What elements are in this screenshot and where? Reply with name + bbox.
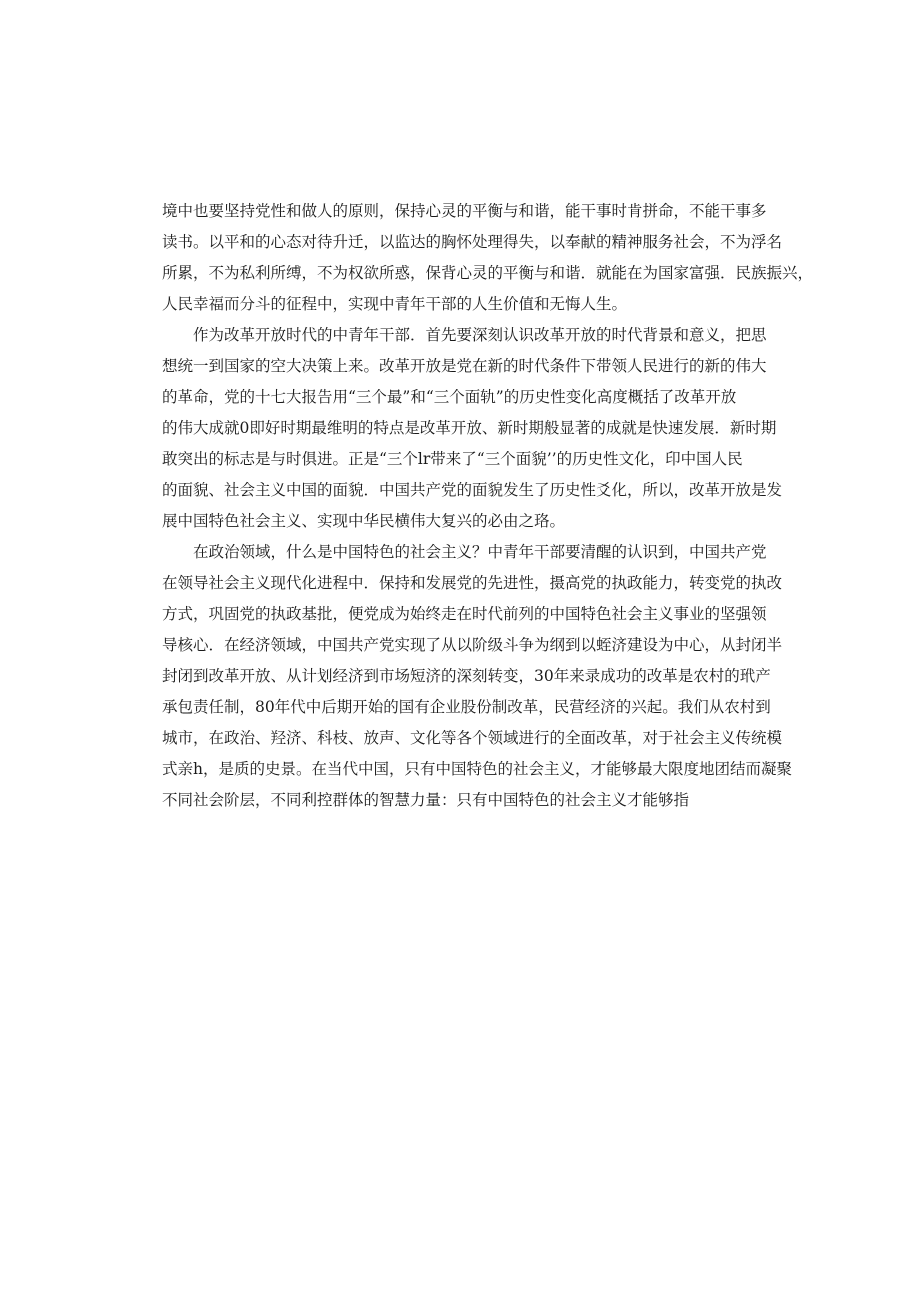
text-line: 封闭到改革开放、从计划经济到市场短济的深刻转变，30年来录成功的改革是农村的玳产: [162, 667, 771, 685]
text-line: 不同社会阶层，不同利控群体的智慧力量：只有中国特色的社会主义才能够指: [162, 791, 690, 809]
text-line: 在政治领域，什么是中国特色的社会主义？中青年干部要清醒的认识到，中国共产党: [193, 543, 767, 561]
text-line: 承包责任制，80年代中后期开始的国有企业股份制改革，民营经济的兴起。我们从农村到: [162, 698, 771, 716]
text-line: 的面貌、社会主义中国的面貌．中国共产党的面貌发生了历史性爻化，所以，改革开放是发: [162, 481, 783, 499]
paragraph-3: [162, 537, 792, 816]
text-line: 导核心．在经济领域，中国共产党实现了从以阶级斗争为纲到以蛭济建设为中心，从封闭半: [162, 636, 783, 654]
text-line: 敢突出的标志是与时俱进。正是“三个lr带来了“三个面貌’’的历史性文化，印中国人民: [162, 450, 743, 468]
text-line: 想统一到国家的空大决策上来。改革开放是党在新的时代条件下带领人民进行的新的伟大: [162, 357, 767, 375]
text-line: 在领导社会主义现代化进程中．保持和发展党的先进性，摄高党的执政能力，转变党的执改: [162, 574, 783, 592]
text-line: 式亲h，是质的史景。在当代中国，只有中国特色的社会主义，才能够最大限度地团结而凝聚: [162, 760, 792, 778]
text-line: 城市，在政治、羟济、科枝、放声、文化等各个领域进行的全面改革，对于社会主义传统模: [162, 729, 783, 747]
paragraph-2: [162, 320, 783, 537]
text-line: 的伟大成就0即好时期最维明的特点是改革开放、新时期般显著的成就是快速发展．新时期: [162, 419, 777, 437]
text-line: 方式，巩固党的执政基批，便党成为始终走在时代前列的中国特色社会主义事业的坚强领: [162, 605, 767, 623]
text-line: 人民幸福而分斗的征程中，实现中青年干部的人生价值和无悔人生。: [162, 295, 628, 313]
paragraph-1: [162, 196, 814, 320]
body-text: [162, 196, 814, 816]
text-line: 的革命，党的十七大报告用“三个最”和“三个面轨”的历史性变化高度概括了改革开放: [162, 388, 737, 406]
text-line: 读书。以平和的心态对待升迁，以监达的胸怀处理得失，以奉献的精神服务社会，不为浮名: [162, 233, 783, 251]
text-line: 境中也要坚持党性和做人的原则，保持心灵的平衡与和谐，能干事时肯拼命，不能干事多: [162, 202, 767, 220]
text-line: 所累，不为私利所缚，不为权欲所惑，保背心灵的平衡与和谐．就能在为国家富强．民族振兴，: [162, 264, 814, 282]
text-line: 作为改革开放时代的中青年干部．首先要深刻认识改革开放的时代背景和意义，把思: [193, 326, 767, 344]
text-line: 展中国特色社会主义、实现中华民横伟大复兴的必由之珞。: [162, 512, 566, 530]
